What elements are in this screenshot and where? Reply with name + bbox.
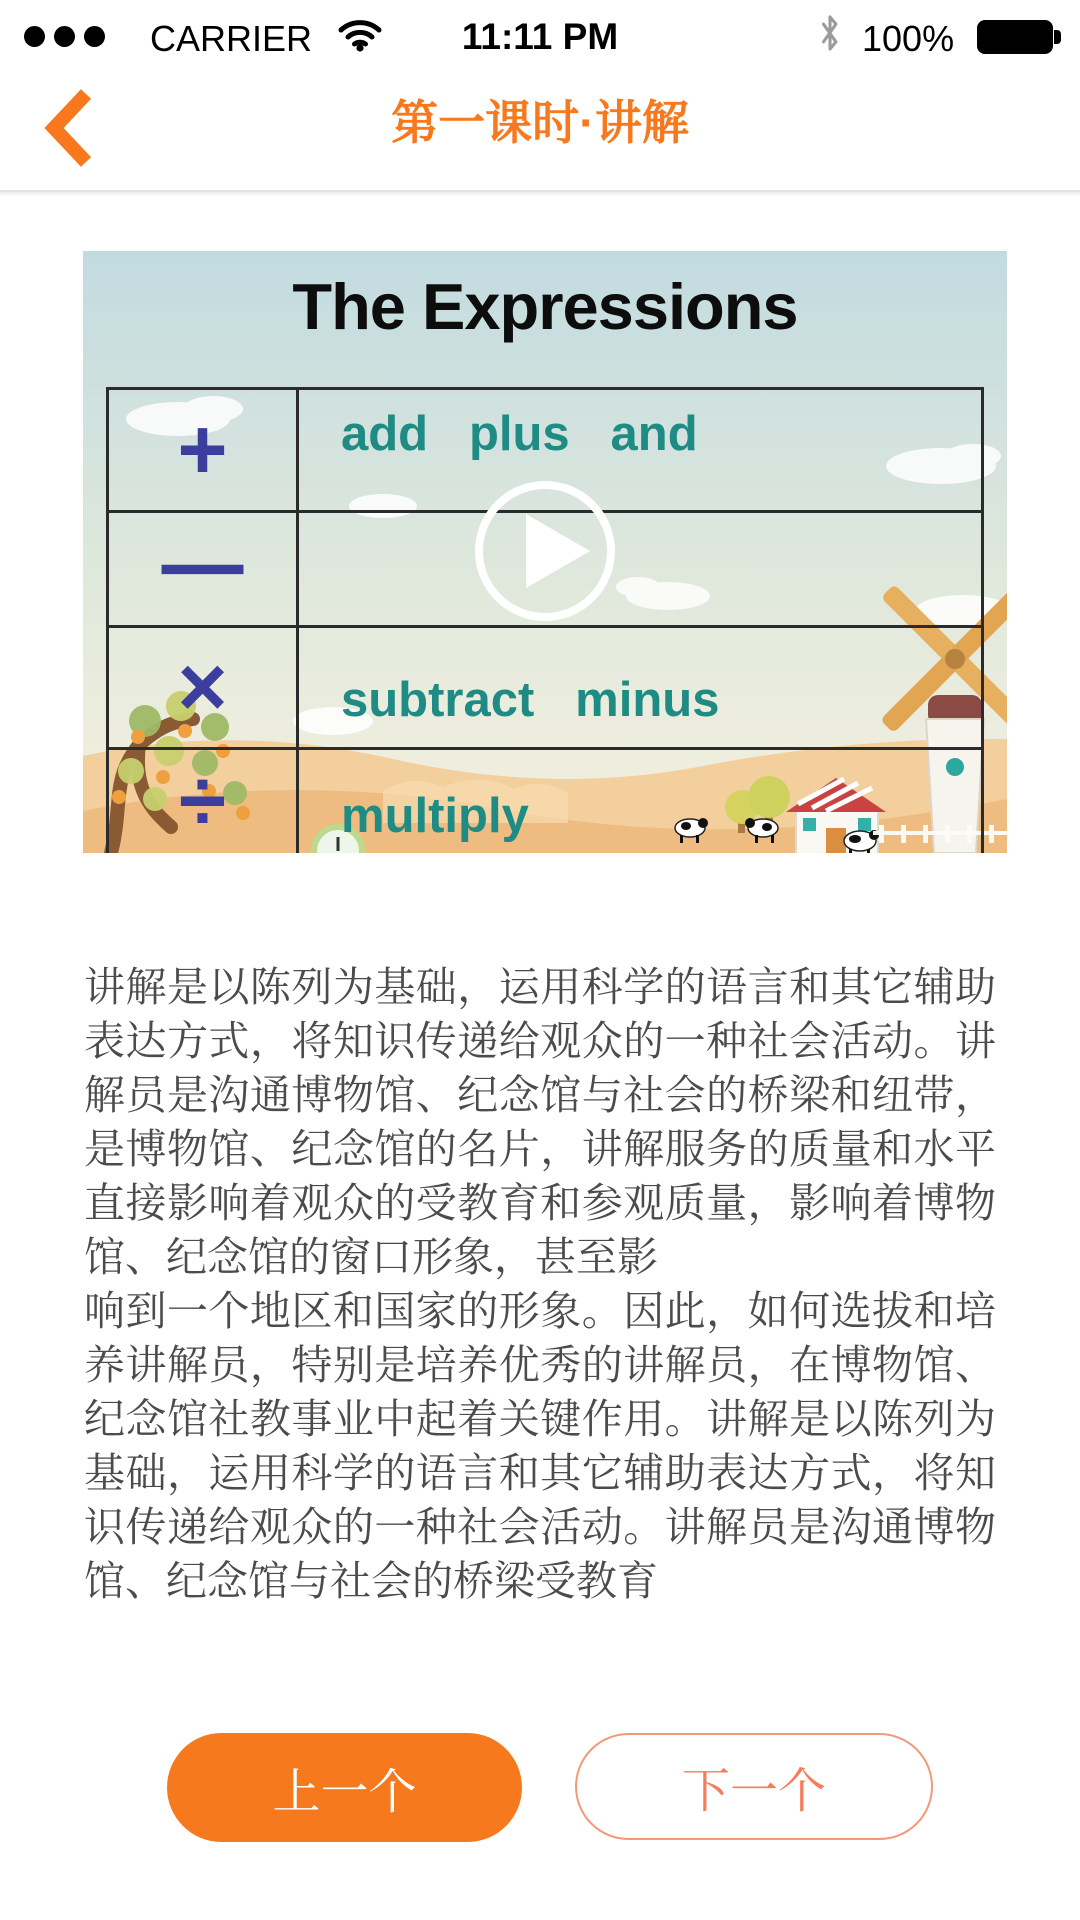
video-thumbnail[interactable] [83, 251, 1007, 853]
paragraph: 讲解是以陈列为基础，运用科学的语言和其它辅助表达方式，将知识传递给观众的一种社会活动。讲解员是沟通博物馆、纪念馆与社会的桥梁和纽带，是博物馆、纪念馆的名片，讲解服务的质量和水平直接影响着观众的受教育和参观质量，影响着博物馆、纪念馆的窗口形象，甚至影 [84, 964, 996, 1280]
paragraph: 响到一个地区和国家的形象。因此，如何选拔和培养讲解员，特别是培养优秀的讲解员，在博物馆、纪念馆社教事业中起着关键作用。讲解是以陈列为基础，运用科学的语言和其它辅助表达方式，将知识传递给观众的一种社会活动。讲解员是沟通博物馆、纪念馆与社会的桥梁受教育 [84, 1288, 996, 1604]
carrier-label: CARRIER [150, 18, 313, 59]
divide-symbol: ÷ [178, 753, 227, 849]
page-title: 第一课时·讲解 [391, 96, 689, 149]
play-button[interactable] [470, 476, 620, 626]
next-button[interactable]: 下一个 [575, 1733, 933, 1840]
slide-title: The Expressions [292, 270, 798, 343]
lesson-description [84, 960, 996, 1608]
table-row-words: multiply [341, 789, 529, 843]
bluetooth-icon [818, 14, 842, 57]
clock-label: 11:11 PM [461, 16, 619, 57]
plus-symbol: + [177, 401, 228, 498]
table-row-words: subtract minus [341, 673, 720, 727]
multiply-symbol: × [177, 639, 228, 735]
nav-bar [0, 60, 1080, 190]
battery-percent-label: 100% [862, 18, 955, 59]
battery-icon [977, 20, 1053, 54]
previous-button[interactable]: 上一个 [167, 1733, 522, 1842]
minus-symbol: − [154, 520, 251, 617]
nav-shadow [0, 192, 1080, 197]
status-bar [0, 0, 1080, 64]
table-row-words: add plus and [341, 407, 698, 461]
play-icon [470, 476, 620, 626]
